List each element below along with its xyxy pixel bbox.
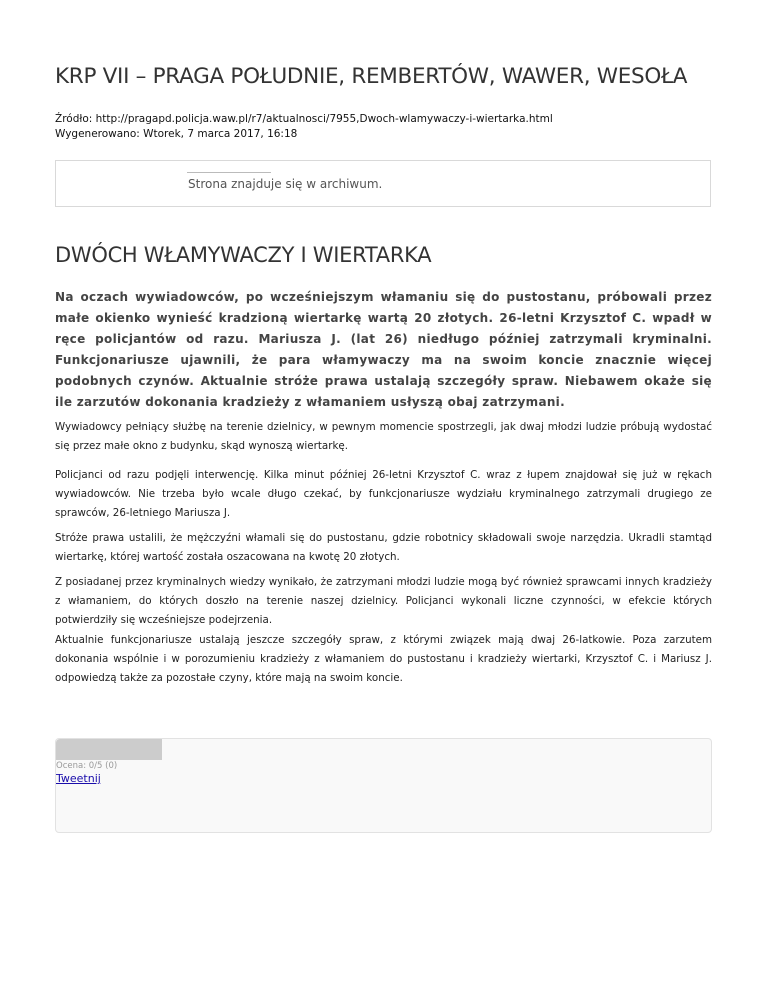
article-paragraph: Z posiadanej przez kryminalnych wiedzy wynikało, że zatrzymani młodzi ludzie mogą być również sprawcami innych kradzieży z włamaniem, do których doszło na terenie naszej dzielnicy. Policjanci wykonali liczne czynności, w efekcie których potwierdziły się wcześniejsze podejrzenia. [55,576,712,626]
rating-score: Ocena: 0/5 (0) [56,761,118,771]
article-title: DWÓCH WŁAMYWACZY I WIERTARKA [55,243,432,267]
source-url: Źródło: http://pragapd.policja.waw.pl/r7/aktualnosci/7955,Dwoch-wlamywaczy-i-wiertarka.html [55,113,553,125]
rating-stars-bar[interactable] [56,739,162,760]
article-lead: Na oczach wywiadowców, po wcześniejszym włamaniu się do pustostanu, próbowali przez małe okienko wynieść kradzioną wiertarkę wartą 20 złotych. 26-letni Krzysztof C. wpadł w ręce policjantów od razu. Mariusza J. (lat 26) niedługo później zatrzymali kryminalni. Funkcjonariusze ujawnili, że para włamywaczy ma na swoim koncie znacznie więcej podobnych czynów. Aktualnie stróże prawa ustalają szczegóły spraw. Niebawem okaże się ile zarzutów dokonania kradzieży z włamaniem usłyszą obaj zatrzymani. [55,290,712,409]
archive-notice-box [55,160,711,207]
archive-divider [187,172,271,173]
site-title: KRP VII – PRAGA POŁUDNIE, REMBERTÓW, WAWER, WESOŁA [55,64,688,89]
tweet-link[interactable]: Tweetnij [56,772,101,785]
article-paragraph: Stróże prawa ustalili, że mężczyźni włamali się do pustostanu, gdzie robotnicy składowali swoje narzędzia. Ukradli stamtąd wiertarkę, której wartość została oszacowana na kwotę 20 złotych. [55,532,712,563]
document-meta [55,112,553,142]
archive-notice: Strona znajduje się w archiwum. [188,177,383,191]
generated-date: Wygenerowano: Wtorek, 7 marca 2017, 16:18 [55,128,298,140]
article-paragraph: Policjanci od razu podjęli interwencję. Kilka minut później 26-letni Krzysztof C. wraz z łupem znajdował się już w rękach wywiadowców. Nie trzeba było wcale długo czekać, by funkcjonariusze wydziału kryminalnego zatrzymali drugiego ze sprawców, 26-letniego Mariusza J. [55,469,712,519]
article-paragraph: Aktualnie funkcjonariusze ustalają jeszcze szczegóły spraw, z którymi związek mają dwaj 26-latkowie. Poza zarzutem dokonania wspólnie i w porozumieniu kradzieży z włamaniem do pustostanu i kradzieży wiertarki, Krzysztof C. i Mariusz J. odpowiedzą także za pozostałe czyny, które mają na swoim koncie. [55,634,712,684]
rating-box [55,738,712,833]
article-paragraph: Wywiadowcy pełniący służbę na terenie dzielnicy, w pewnym momencie spostrzegli, jak dwaj młodzi ludzie próbują wydostać się przez małe okno z budynku, skąd wynoszą wiertarkę. [55,421,712,452]
